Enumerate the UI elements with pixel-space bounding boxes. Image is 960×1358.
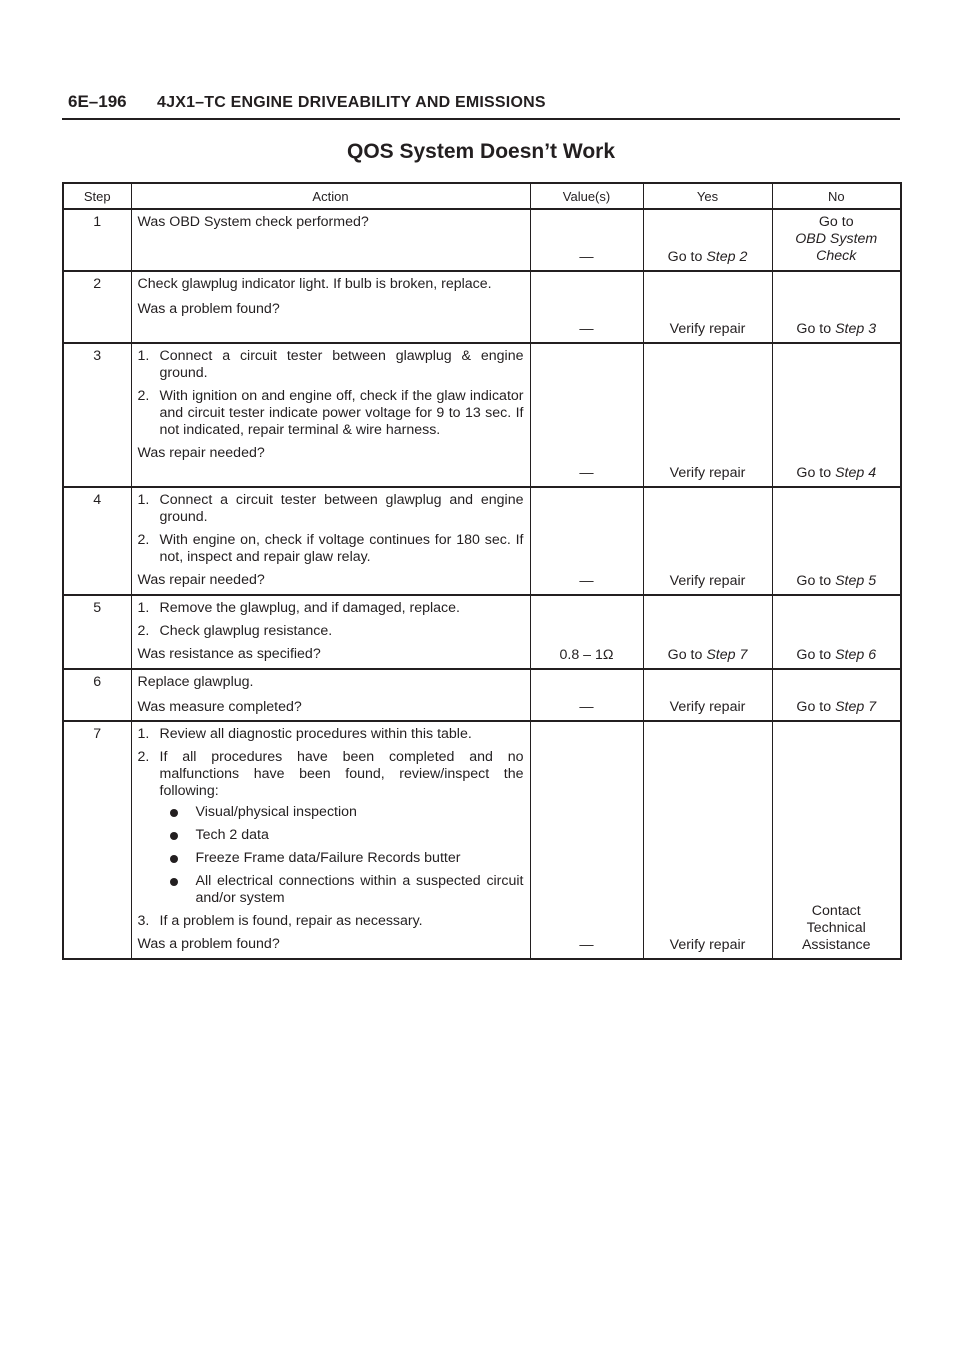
action-question: Was repair needed? — [137, 572, 265, 588]
action-cell — [131, 595, 530, 669]
step-number: 7 — [63, 721, 131, 959]
no-cell: Contact Technical Assistance — [772, 721, 901, 959]
step-number: 6 — [63, 669, 131, 721]
step-number: 2 — [63, 271, 131, 343]
action-substep: 2. Check glawplug resistance. — [137, 623, 333, 639]
action-question: Was a problem found? — [137, 936, 280, 952]
no-prefix: Go to — [796, 321, 836, 337]
action-substep: 2. With engine on, check if voltage continues for 180 sec. If not, inspect and repair glaw relay. — [137, 532, 524, 565]
bullet-icon — [170, 855, 178, 863]
action-cell — [131, 487, 530, 595]
step-number: 3 — [63, 343, 131, 487]
yes-cell: Verify repair — [643, 669, 772, 721]
action-question: Was measure completed? — [137, 699, 302, 715]
value-cell: — — [530, 343, 643, 487]
step-number: 1 — [63, 209, 131, 271]
value-cell: — — [530, 721, 643, 959]
yes-prefix: Go to — [667, 647, 707, 663]
diagnostic-table — [62, 182, 902, 960]
bullet-icon — [170, 809, 178, 817]
bullet-item: Freeze Frame data/Failure Records butter — [138, 850, 524, 867]
action-substep: 3. If a problem is found, repair as necessary. — [137, 913, 423, 929]
no-prefix: Go to — [796, 573, 836, 589]
step-number: 5 — [63, 595, 131, 669]
action-cell — [131, 343, 530, 487]
table-header-row — [63, 183, 901, 209]
action-text: Replace glawplug. — [137, 674, 254, 690]
no-obd-link[interactable]: OBD System Check — [795, 231, 878, 264]
table-row — [63, 721, 901, 959]
value-cell: — — [530, 271, 643, 343]
action-substep: 1. Connect a circuit tester between glawplug and engine ground. — [137, 492, 524, 525]
action-substep: 1. Connect a circuit tester between glawplug & engine ground. — [137, 348, 524, 381]
action-substep: 1. Review all diagnostic procedures within this table. — [137, 726, 472, 742]
no-step-link[interactable]: Step 7 — [835, 699, 877, 715]
no-prefix: Go to — [796, 647, 836, 663]
bullet-item: Tech 2 data — [138, 827, 524, 844]
no-step-link[interactable]: Step 4 — [835, 465, 877, 481]
action-cell — [131, 669, 530, 721]
no-cell — [772, 209, 901, 271]
page-number: 6E–196 — [68, 92, 127, 111]
action-question: Was a problem found? — [137, 301, 280, 317]
table-row — [63, 487, 901, 595]
no-step-link[interactable]: Step 3 — [835, 321, 877, 337]
no-cell — [772, 343, 901, 487]
yes-cell — [643, 209, 772, 271]
bullet-item: Visual/physical inspection — [138, 804, 524, 821]
action-question: Was repair needed? — [137, 445, 265, 461]
action-substep: 1. Remove the glawplug, and if damaged, replace. — [137, 600, 460, 616]
yes-cell: Verify repair — [643, 271, 772, 343]
bullet-icon — [170, 832, 178, 840]
no-prefix: Go to — [818, 214, 854, 230]
action-substep: 2. With ignition on and engine off, check if the glaw indicator and circuit tester indicate power voltage for 9 to 13 sec. If not indicated, repair terminal & wire harness. — [137, 388, 524, 438]
action-question: Was resistance as specified? — [137, 646, 321, 662]
value-cell: — — [530, 487, 643, 595]
step-number: 4 — [63, 487, 131, 595]
action-substep: 2. If all procedures have been completed and no malfunctions have been found, review/inspect the following: — [137, 749, 524, 799]
no-cell — [772, 271, 901, 343]
table-row — [63, 209, 901, 271]
table-row — [63, 271, 901, 343]
no-step-link[interactable]: Step 6 — [835, 647, 877, 663]
value-cell: — — [530, 209, 643, 271]
yes-cell: Verify repair — [643, 721, 772, 959]
action-cell — [131, 271, 530, 343]
column-header-no: No — [772, 183, 901, 209]
bullet-icon — [170, 878, 178, 886]
no-cell — [772, 669, 901, 721]
yes-cell: Verify repair — [643, 343, 772, 487]
section-title: 4JX1–TC ENGINE DRIVEABILITY AND EMISSIONS — [157, 94, 546, 111]
yes-cell — [643, 595, 772, 669]
column-header-values: Value(s) — [530, 183, 643, 209]
yes-prefix: Go to — [667, 249, 707, 265]
bullet-item: All electrical connections within a suspected circuit and/or system — [138, 873, 524, 907]
value-cell: 0.8 – 1Ω — [530, 595, 643, 669]
column-header-action: Action — [131, 183, 530, 209]
action-text: Was OBD System check performed? — [137, 214, 369, 230]
no-step-link[interactable]: Step 5 — [835, 573, 877, 589]
table-row — [63, 595, 901, 669]
action-cell — [131, 209, 530, 271]
yes-step-link[interactable]: Step 2 — [706, 249, 748, 265]
action-text: Check glawplug indicator light. If bulb is broken, replace. — [137, 276, 492, 292]
no-cell — [772, 487, 901, 595]
page-header — [62, 88, 900, 120]
column-header-step: Step — [63, 183, 131, 209]
action-cell — [131, 721, 530, 959]
no-prefix: Go to — [796, 465, 836, 481]
value-cell: — — [530, 669, 643, 721]
table-row — [63, 669, 901, 721]
column-header-yes: Yes — [643, 183, 772, 209]
yes-step-link[interactable]: Step 7 — [706, 647, 748, 663]
no-prefix: Go to — [796, 699, 836, 715]
no-cell — [772, 595, 901, 669]
table-row — [63, 343, 901, 487]
document-title: QOS System Doesn’t Work — [346, 140, 616, 163]
yes-cell: Verify repair — [643, 487, 772, 595]
